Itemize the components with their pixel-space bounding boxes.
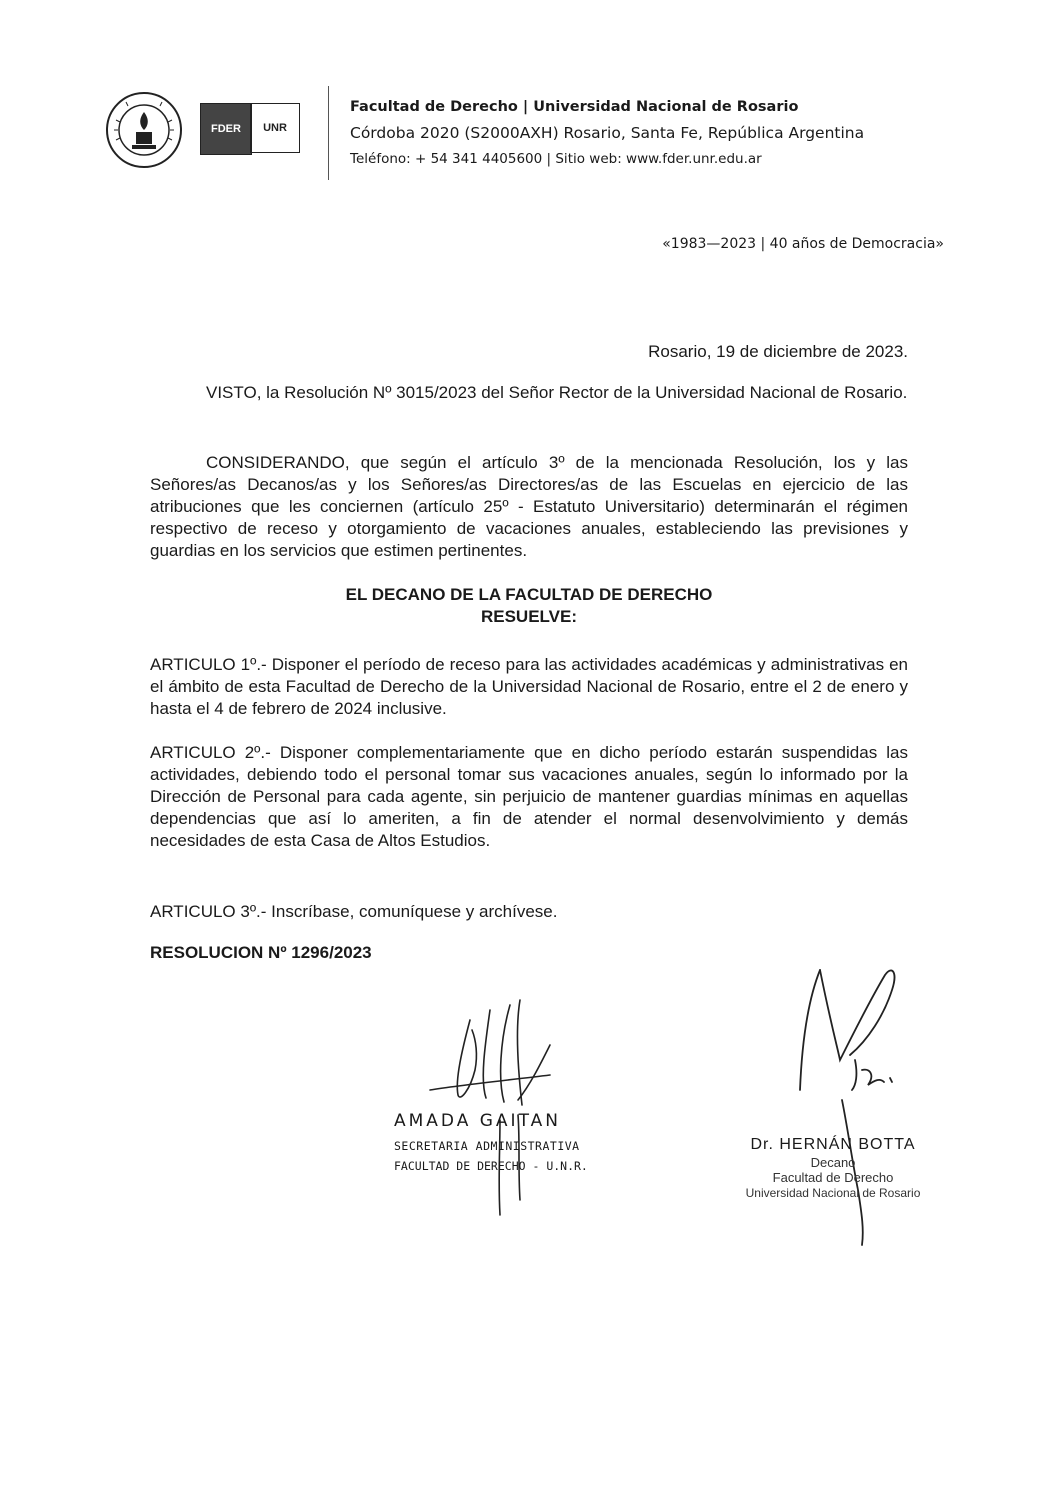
handwritten-signature-decano <box>780 960 920 1250</box>
header-institution: Facultad de Derecho | Universidad Nacional de Rosario <box>350 99 799 115</box>
header-contact: Teléfono: + 54 341 4405600 | Sitio web: www.fder.unr.edu.ar <box>350 151 762 167</box>
resolution-heading: EL DECANO DE LA FACULTAD DE DERECHO <box>345 585 713 604</box>
secretaria-role: SECRETARIA ADMINISTRATIVA <box>394 1139 580 1153</box>
resuelve-heading: RESUELVE: <box>480 607 578 626</box>
resolution-number: RESOLUCION Nº 1296/2023 <box>150 943 372 962</box>
header-address: Córdoba 2020 (S2000AXH) Rosario, Santa Fe, República Argentina <box>350 124 865 142</box>
articulo-3: ARTICULO 3º.- Inscríbase, comuníquese y archívese. <box>150 902 558 921</box>
decano-university: Universidad Nacional de Rosario <box>745 1186 921 1200</box>
secretaria-name: AMADA GAITAN <box>394 1111 561 1131</box>
document-date: Rosario, 19 de diciembre de 2023. <box>648 342 908 361</box>
header-divider <box>328 86 329 180</box>
articulo-1: ARTICULO 1º.- Disponer el período de receso para las actividades académicas y administrativas en el ámbito de esta Facultad de Derecho de la Universidad Nacional de Rosario, entre el 2 de enero y hasta el 4 de febrero de 2024 inclusive. <box>150 655 908 718</box>
considerando-paragraph: CONSIDERANDO, que según el artículo 3º de la mencionada Resolución, los y las Señores/as Decanos/as y los Señores/as Directores/as de las Escuelas en ejercicio de las atribuciones que les conciernen (artículo 25º - Estatuto Universitario) determinarán el régimen respectivo de receso y otorgamiento de vacaciones anuales, estableciendo las previsiones y guardias en los servicios que estimen pertinentes. <box>150 453 908 560</box>
secretaria-org: FACULTAD DE DERECHO - U.N.R. <box>394 1159 588 1173</box>
fder-logo: FDER <box>200 103 252 155</box>
visto-paragraph: VISTO, la Resolución Nº 3015/2023 del Señor Rector de la Universidad Nacional de Rosario. <box>206 383 908 402</box>
unr-logo: UNR <box>250 103 300 153</box>
decano-faculty: Facultad de Derecho <box>772 1170 894 1185</box>
articulo-2: ARTICULO 2º.- Disponer complementariamente que en dicho período estarán suspendidas las actividades, debiendo todo el personal tomar sus vacaciones anuales, según lo informado por la Dirección de Personal para cada agente, sin perjuicio de mantener guardias mínimas en aquellas dependencias que así lo ameriten, a fin de atender el normal desenvolvimiento y demás necesidades de esta Casa de Altos Estudios. <box>150 743 908 850</box>
handwritten-signature-secretaria <box>400 990 600 1220</box>
university-seal-icon <box>104 90 184 170</box>
decano-role: Decano <box>810 1155 856 1170</box>
decano-name: Dr. HERNÁN BOTTA <box>750 1136 916 1153</box>
motto: «1983—2023 | 40 años de Democracia» <box>662 236 944 252</box>
